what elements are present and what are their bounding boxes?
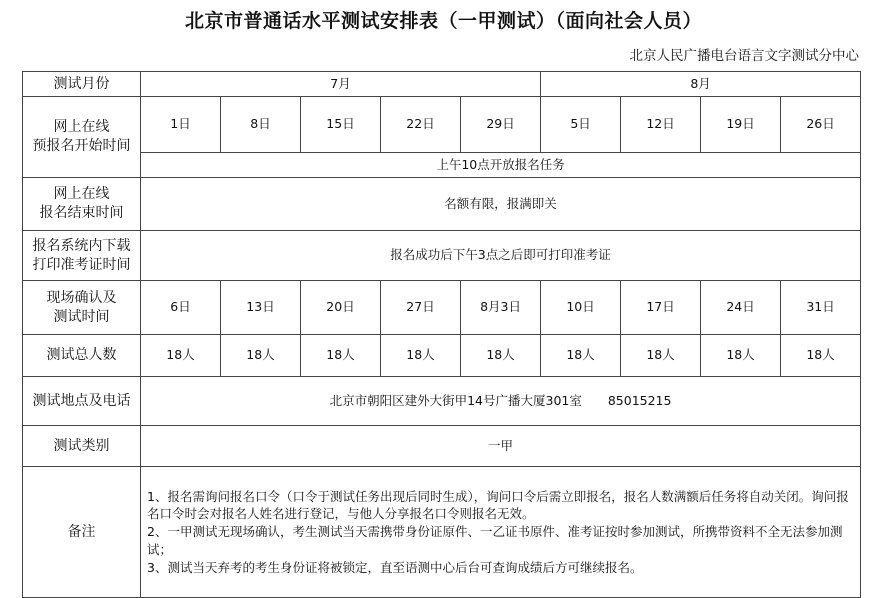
reg-end-label xyxy=(23,178,141,231)
month-july: 7月 xyxy=(141,72,541,97)
schedule-table xyxy=(22,71,861,598)
reg-start-date: 19日 xyxy=(701,97,781,153)
reg-start-date: 22日 xyxy=(381,97,461,153)
print-row xyxy=(23,231,861,281)
reg-start-date: 1日 xyxy=(141,97,221,153)
confirm-date: 20日 xyxy=(301,281,381,335)
confirm-label-line2: 测试时间 xyxy=(53,308,110,325)
confirm-row xyxy=(23,281,861,335)
type-value: 一甲 xyxy=(141,426,861,467)
total-row xyxy=(23,335,861,377)
organizer-name: 北京人民广播电台语言文字测试分中心 xyxy=(629,48,859,64)
note-item-1: 1、报名需询问报名口令（口令于测试任务出现后同时生成），询问口令后需立即报名，报名人数满额后任务将自动关闭。询问报名口令时会对报名人姓名进行登记，与他人分享报名口令则报名无效。 xyxy=(147,488,849,522)
notes-content xyxy=(141,467,861,598)
page-title: 北京市普通话水平测试安排表（一甲测试）（面向社会人员） xyxy=(184,10,702,32)
month-label: 测试月份 xyxy=(23,72,141,97)
reg-start-label xyxy=(23,97,141,178)
reg-start-date: 12日 xyxy=(621,97,701,153)
confirm-date: 24日 xyxy=(701,281,781,335)
total-count: 18人 xyxy=(621,335,701,377)
total-count: 18人 xyxy=(461,335,541,377)
location-value xyxy=(141,377,861,426)
month-august: 8月 xyxy=(541,72,861,97)
confirm-date: 10日 xyxy=(541,281,621,335)
reg-start-label-line2: 预报名开始时间 xyxy=(32,138,131,154)
print-label-line2: 打印准考证时间 xyxy=(32,256,131,273)
reg-end-label-line1: 网上在线 xyxy=(53,186,110,203)
notes-label: 备注 xyxy=(23,467,141,598)
total-count: 18人 xyxy=(301,335,381,377)
notes-row xyxy=(23,467,861,598)
reg-start-date: 15日 xyxy=(301,97,381,153)
total-count: 18人 xyxy=(221,335,301,377)
reg-end-label-line2: 报名结束时间 xyxy=(39,205,124,221)
total-count: 18人 xyxy=(141,335,221,377)
type-row xyxy=(23,426,861,467)
print-label xyxy=(23,231,141,281)
reg-start-date: 5日 xyxy=(541,97,621,153)
location-phone: 85015215 xyxy=(607,392,672,408)
reg-start-date: 29日 xyxy=(461,97,541,153)
month-row xyxy=(23,72,861,97)
reg-open-note: 上午10点开放报名任务 xyxy=(141,153,861,178)
reg-end-row xyxy=(23,178,861,231)
print-value: 报名成功后下午3点之后即可打印准考证 xyxy=(141,231,861,281)
confirm-date: 27日 xyxy=(381,281,461,335)
location-label: 测试地点及电话 xyxy=(23,377,141,426)
reg-start-row xyxy=(23,97,861,153)
total-count: 18人 xyxy=(701,335,781,377)
confirm-date: 17日 xyxy=(621,281,701,335)
total-count: 18人 xyxy=(381,335,461,377)
reg-start-date: 8日 xyxy=(221,97,301,153)
location-row xyxy=(23,377,861,426)
confirm-date: 31日 xyxy=(781,281,861,335)
reg-start-label-line1: 网上在线 xyxy=(53,119,110,136)
confirm-date: 13日 xyxy=(221,281,301,335)
reg-end-value: 名额有限，报满即关 xyxy=(141,178,861,231)
confirm-date: 6日 xyxy=(141,281,221,335)
confirm-label xyxy=(23,281,141,335)
note-item-3: 3、测试当天弃考的考生身份证将被锁定，直至语测中心后台可查询成绩后方可继续报名。 xyxy=(147,559,643,575)
total-label: 测试总人数 xyxy=(23,335,141,377)
total-count: 18人 xyxy=(781,335,861,377)
confirm-date: 8月3日 xyxy=(461,281,541,335)
type-label: 测试类别 xyxy=(23,426,141,467)
reg-open-row xyxy=(23,153,861,178)
confirm-label-line1: 现场确认及 xyxy=(46,289,117,306)
note-item-2: 2、一甲测试无现场确认，考生测试当天需携带身份证原件、一乙证书原件、准考证按时参加测试，所携带资料不全无法参加测试； xyxy=(147,524,843,557)
location-address: 北京市朝阳区建外大街甲14号广播大厦301室 xyxy=(329,392,582,408)
print-label-line1: 报名系统内下载 xyxy=(32,237,131,254)
total-count: 18人 xyxy=(541,335,621,377)
reg-start-date: 26日 xyxy=(781,97,861,153)
